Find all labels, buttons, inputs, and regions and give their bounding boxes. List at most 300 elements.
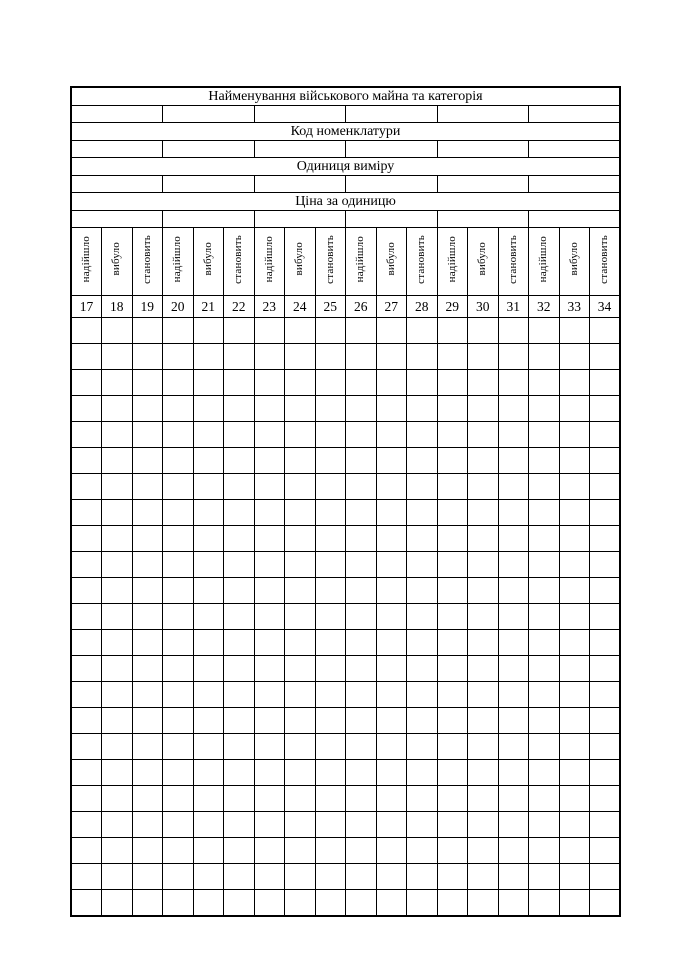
table-row bbox=[71, 682, 620, 708]
grid-cell bbox=[254, 448, 285, 474]
vertical-header-label: надійшло bbox=[537, 235, 550, 283]
nomenclature-code-cell bbox=[346, 141, 438, 158]
grid-cell bbox=[163, 890, 194, 917]
grid-cell bbox=[559, 344, 590, 370]
grid-cell bbox=[224, 656, 255, 682]
grid-cell bbox=[132, 682, 163, 708]
grid-cell bbox=[376, 526, 407, 552]
grid-cell bbox=[254, 708, 285, 734]
grid-cell bbox=[437, 890, 468, 917]
unit-price-cell bbox=[437, 211, 529, 228]
grid-cell bbox=[468, 318, 499, 344]
grid-cell bbox=[315, 890, 346, 917]
vertical-header-label: становить bbox=[323, 234, 336, 284]
grid-cell bbox=[224, 812, 255, 838]
grid-cell bbox=[285, 760, 316, 786]
grid-cell bbox=[468, 500, 499, 526]
grid-cell bbox=[407, 760, 438, 786]
grid-cell bbox=[254, 656, 285, 682]
nomenclature-code-cell bbox=[71, 141, 163, 158]
grid-cell bbox=[590, 370, 621, 396]
grid-cell bbox=[468, 786, 499, 812]
grid-cell bbox=[71, 578, 102, 604]
grid-cell bbox=[529, 864, 560, 890]
grid-cell bbox=[468, 760, 499, 786]
grid-cell bbox=[285, 422, 316, 448]
band-unit-price-label: Ціна за одиницю bbox=[71, 193, 620, 211]
grid-cell bbox=[224, 838, 255, 864]
table-row bbox=[71, 812, 620, 838]
band-unit-of-measure bbox=[71, 158, 620, 176]
grid-cell bbox=[163, 760, 194, 786]
grid-cell bbox=[102, 578, 133, 604]
column-number: 19 bbox=[132, 296, 163, 318]
vertical-header-cell bbox=[132, 228, 163, 296]
grid-cell bbox=[315, 630, 346, 656]
grid-cell bbox=[498, 786, 529, 812]
grid-cell bbox=[254, 760, 285, 786]
grid-cell bbox=[71, 370, 102, 396]
grid-cell bbox=[71, 760, 102, 786]
grid-cell bbox=[376, 630, 407, 656]
grid-cell bbox=[590, 526, 621, 552]
grid-cell bbox=[315, 786, 346, 812]
grid-cell bbox=[254, 500, 285, 526]
grid-cell bbox=[529, 422, 560, 448]
grid-cell bbox=[102, 708, 133, 734]
unit-of-measure-cell bbox=[163, 176, 255, 193]
grid-cell bbox=[376, 708, 407, 734]
grid-cell bbox=[71, 708, 102, 734]
vertical-header-label: надійшло bbox=[171, 235, 184, 283]
grid-cell bbox=[102, 526, 133, 552]
vertical-header-cell bbox=[437, 228, 468, 296]
column-number: 18 bbox=[102, 296, 133, 318]
grid-cell bbox=[407, 604, 438, 630]
grid-cell bbox=[529, 890, 560, 917]
grid-cell bbox=[559, 474, 590, 500]
grid-cell bbox=[468, 448, 499, 474]
grid-cell bbox=[346, 344, 377, 370]
vertical-header-cell bbox=[102, 228, 133, 296]
grid-cell bbox=[468, 864, 499, 890]
column-number: 33 bbox=[559, 296, 590, 318]
grid-cell bbox=[163, 318, 194, 344]
grid-cell bbox=[193, 604, 224, 630]
vertical-header-label: становить bbox=[232, 234, 245, 284]
grid-cell bbox=[285, 630, 316, 656]
grid-cell bbox=[437, 734, 468, 760]
grid-cell bbox=[559, 708, 590, 734]
grid-cell bbox=[224, 682, 255, 708]
grid-cell bbox=[193, 890, 224, 917]
grid-cell bbox=[71, 422, 102, 448]
grid-cell bbox=[468, 838, 499, 864]
grid-cell bbox=[407, 422, 438, 448]
grid-cell bbox=[559, 422, 590, 448]
grid-cell bbox=[376, 812, 407, 838]
grid-cell bbox=[590, 734, 621, 760]
grid-cell bbox=[193, 786, 224, 812]
grid-cell bbox=[346, 838, 377, 864]
column-number: 17 bbox=[71, 296, 102, 318]
grid-cell bbox=[376, 396, 407, 422]
grid-cell bbox=[315, 474, 346, 500]
band-nomenclature-code-label: Код номенклатури bbox=[71, 123, 620, 141]
grid-cell bbox=[376, 656, 407, 682]
column-number: 20 bbox=[163, 296, 194, 318]
grid-cell bbox=[285, 812, 316, 838]
table-row bbox=[71, 838, 620, 864]
grid-cell bbox=[407, 448, 438, 474]
grid-cell bbox=[102, 422, 133, 448]
grid-cell bbox=[132, 370, 163, 396]
vertical-header-cell bbox=[254, 228, 285, 296]
grid-cell bbox=[193, 578, 224, 604]
grid-cell bbox=[163, 786, 194, 812]
grid-cell bbox=[254, 422, 285, 448]
grid-cell bbox=[468, 474, 499, 500]
grid-cell bbox=[468, 630, 499, 656]
table-row bbox=[71, 864, 620, 890]
grid-cell bbox=[498, 708, 529, 734]
grid-cell bbox=[559, 864, 590, 890]
grid-cell bbox=[315, 682, 346, 708]
grid-cell bbox=[163, 604, 194, 630]
grid-cell bbox=[529, 630, 560, 656]
grid-cell bbox=[468, 344, 499, 370]
grid-cell bbox=[163, 500, 194, 526]
grid-cell bbox=[193, 526, 224, 552]
grid-cell bbox=[163, 474, 194, 500]
grid-cell bbox=[437, 526, 468, 552]
table-row bbox=[71, 656, 620, 682]
grid-cell bbox=[437, 552, 468, 578]
grid-cell bbox=[407, 812, 438, 838]
grid-cell bbox=[254, 370, 285, 396]
grid-cell bbox=[193, 500, 224, 526]
grid-cell bbox=[132, 838, 163, 864]
grid-cell bbox=[468, 656, 499, 682]
table-row bbox=[71, 760, 620, 786]
grid-cell bbox=[529, 396, 560, 422]
grid-cell bbox=[193, 370, 224, 396]
grid-cell bbox=[498, 578, 529, 604]
grid-cell bbox=[132, 890, 163, 917]
grid-cell bbox=[346, 422, 377, 448]
grid-cell bbox=[71, 864, 102, 890]
vertical-header-label: становить bbox=[140, 234, 153, 284]
grid-cell bbox=[254, 396, 285, 422]
grid-cell bbox=[590, 760, 621, 786]
grid-cell bbox=[529, 500, 560, 526]
grid-cell bbox=[163, 448, 194, 474]
grid-cell bbox=[559, 578, 590, 604]
name-category-cell bbox=[437, 106, 529, 123]
grid-cell bbox=[559, 760, 590, 786]
grid-cell bbox=[285, 448, 316, 474]
grid-cell bbox=[437, 656, 468, 682]
grid-cell bbox=[437, 422, 468, 448]
grid-cell bbox=[71, 656, 102, 682]
grid-cell bbox=[315, 656, 346, 682]
grid-cell bbox=[346, 448, 377, 474]
grid-cell bbox=[102, 500, 133, 526]
grid-cell bbox=[590, 812, 621, 838]
grid-cell bbox=[498, 344, 529, 370]
grid-cell bbox=[407, 500, 438, 526]
grid-cell bbox=[468, 578, 499, 604]
grid-cell bbox=[468, 552, 499, 578]
grid-cell bbox=[163, 578, 194, 604]
vertical-header-cell bbox=[498, 228, 529, 296]
grid-cell bbox=[468, 734, 499, 760]
grid-cell bbox=[254, 526, 285, 552]
grid-cell bbox=[285, 552, 316, 578]
grid-cell bbox=[590, 396, 621, 422]
grid-cell bbox=[529, 474, 560, 500]
grid-cell bbox=[407, 370, 438, 396]
grid-cell bbox=[132, 734, 163, 760]
grid-cell bbox=[559, 890, 590, 917]
grid-cell bbox=[376, 500, 407, 526]
grid-cell bbox=[346, 604, 377, 630]
grid-cell bbox=[407, 734, 438, 760]
grid-cell bbox=[529, 604, 560, 630]
grid-cell bbox=[407, 318, 438, 344]
vertical-header-label: вибуло bbox=[567, 242, 580, 276]
grid-cell bbox=[285, 864, 316, 890]
grid-cell bbox=[437, 838, 468, 864]
grid-cell bbox=[102, 812, 133, 838]
grid-cell bbox=[437, 370, 468, 396]
grid-cell bbox=[254, 682, 285, 708]
grid-cell bbox=[590, 448, 621, 474]
grid-cell bbox=[590, 656, 621, 682]
unit-price-cell bbox=[346, 211, 438, 228]
grid-cell bbox=[285, 474, 316, 500]
vertical-header-label: вибуло bbox=[293, 242, 306, 276]
grid-cell bbox=[498, 500, 529, 526]
grid-cell bbox=[315, 838, 346, 864]
grid-cell bbox=[468, 526, 499, 552]
column-number: 23 bbox=[254, 296, 285, 318]
unit-of-measure-cell bbox=[346, 176, 438, 193]
grid-cell bbox=[71, 344, 102, 370]
grid-cell bbox=[163, 864, 194, 890]
grid-cell bbox=[590, 474, 621, 500]
grid-cell bbox=[468, 682, 499, 708]
column-number: 28 bbox=[407, 296, 438, 318]
grid-cell bbox=[163, 526, 194, 552]
grid-cell bbox=[346, 500, 377, 526]
grid-cell bbox=[498, 812, 529, 838]
grid-cell bbox=[163, 656, 194, 682]
grid-cell bbox=[346, 370, 377, 396]
column-number: 29 bbox=[437, 296, 468, 318]
unit-price-fill-row bbox=[71, 211, 620, 228]
grid-cell bbox=[285, 682, 316, 708]
table-row bbox=[71, 396, 620, 422]
grid-cell bbox=[224, 474, 255, 500]
grid-cell bbox=[102, 396, 133, 422]
grid-cell bbox=[71, 318, 102, 344]
grid-cell bbox=[102, 604, 133, 630]
grid-cell bbox=[529, 682, 560, 708]
grid-cell bbox=[163, 812, 194, 838]
grid-cell bbox=[376, 422, 407, 448]
grid-cell bbox=[285, 370, 316, 396]
grid-cell bbox=[132, 474, 163, 500]
grid-cell bbox=[285, 656, 316, 682]
grid-cell bbox=[132, 396, 163, 422]
grid-cell bbox=[71, 526, 102, 552]
vertical-header-cell bbox=[315, 228, 346, 296]
grid-cell bbox=[498, 422, 529, 448]
grid-cell bbox=[346, 682, 377, 708]
grid-cell bbox=[71, 500, 102, 526]
vertical-header-label: надійшло bbox=[80, 235, 92, 283]
grid-cell bbox=[437, 578, 468, 604]
grid-cell bbox=[254, 734, 285, 760]
grid-cell bbox=[224, 422, 255, 448]
grid-cell bbox=[193, 760, 224, 786]
unit-of-measure-cell bbox=[71, 176, 163, 193]
grid-cell bbox=[132, 630, 163, 656]
grid-cell bbox=[315, 344, 346, 370]
column-number: 32 bbox=[529, 296, 560, 318]
grid-cell bbox=[590, 552, 621, 578]
grid-cell bbox=[437, 760, 468, 786]
vertical-header-label: становить bbox=[415, 234, 428, 284]
grid-cell bbox=[254, 838, 285, 864]
grid-cell bbox=[590, 890, 621, 917]
grid-cell bbox=[529, 578, 560, 604]
grid-cell bbox=[132, 656, 163, 682]
grid-cell bbox=[498, 760, 529, 786]
grid-cell bbox=[315, 812, 346, 838]
grid-cell bbox=[254, 786, 285, 812]
name-category-cell bbox=[254, 106, 346, 123]
grid-cell bbox=[590, 786, 621, 812]
column-number: 30 bbox=[468, 296, 499, 318]
grid-cell bbox=[498, 552, 529, 578]
table-row bbox=[71, 344, 620, 370]
grid-cell bbox=[132, 526, 163, 552]
nomenclature-code-cell bbox=[437, 141, 529, 158]
grid-cell bbox=[498, 370, 529, 396]
grid-cell bbox=[437, 474, 468, 500]
grid-cell bbox=[559, 552, 590, 578]
column-numbers-row bbox=[71, 296, 620, 318]
grid-cell bbox=[529, 552, 560, 578]
grid-cell bbox=[346, 630, 377, 656]
grid-cell bbox=[346, 708, 377, 734]
grid-cell bbox=[193, 422, 224, 448]
grid-cell bbox=[102, 448, 133, 474]
grid-cell bbox=[559, 838, 590, 864]
grid-cell bbox=[71, 786, 102, 812]
grid-cell bbox=[132, 500, 163, 526]
grid-cell bbox=[498, 604, 529, 630]
grid-cell bbox=[254, 890, 285, 917]
column-number: 34 bbox=[590, 296, 621, 318]
grid-cell bbox=[498, 318, 529, 344]
grid-cell bbox=[132, 604, 163, 630]
column-number: 31 bbox=[498, 296, 529, 318]
grid-cell bbox=[132, 786, 163, 812]
grid-cell bbox=[254, 344, 285, 370]
table-row bbox=[71, 578, 620, 604]
grid-cell bbox=[193, 812, 224, 838]
grid-cell bbox=[224, 500, 255, 526]
grid-cell bbox=[163, 682, 194, 708]
grid-cell bbox=[71, 630, 102, 656]
grid-cell bbox=[71, 474, 102, 500]
vertical-header-cell bbox=[224, 228, 255, 296]
vertical-header-cell bbox=[163, 228, 194, 296]
grid-cell bbox=[132, 578, 163, 604]
grid-cell bbox=[407, 864, 438, 890]
nomenclature-code-fill-row bbox=[71, 141, 620, 158]
grid-cell bbox=[498, 656, 529, 682]
grid-cell bbox=[346, 656, 377, 682]
grid-cell bbox=[529, 370, 560, 396]
unit-of-measure-cell bbox=[437, 176, 529, 193]
vertical-header-cell bbox=[559, 228, 590, 296]
grid-cell bbox=[437, 500, 468, 526]
vertical-header-label: надійшло bbox=[445, 235, 458, 283]
grid-cell bbox=[132, 864, 163, 890]
column-number: 26 bbox=[346, 296, 377, 318]
table-row bbox=[71, 786, 620, 812]
unit-price-cell bbox=[71, 211, 163, 228]
grid-cell bbox=[559, 318, 590, 344]
vertical-header-label: становить bbox=[598, 234, 610, 284]
grid-cell bbox=[590, 708, 621, 734]
grid-cell bbox=[315, 552, 346, 578]
grid-cell bbox=[376, 578, 407, 604]
name-category-cell bbox=[529, 106, 621, 123]
grid-cell bbox=[285, 708, 316, 734]
grid-cell bbox=[559, 448, 590, 474]
grid-cell bbox=[285, 344, 316, 370]
unit-price-cell bbox=[254, 211, 346, 228]
grid-cell bbox=[437, 786, 468, 812]
grid-cell bbox=[529, 734, 560, 760]
grid-cell bbox=[559, 526, 590, 552]
column-number: 27 bbox=[376, 296, 407, 318]
grid-cell bbox=[590, 604, 621, 630]
grid-cell bbox=[346, 890, 377, 917]
name-category-cell bbox=[163, 106, 255, 123]
grid-cell bbox=[498, 448, 529, 474]
grid-cell bbox=[468, 890, 499, 917]
grid-cell bbox=[376, 318, 407, 344]
band-unit-price bbox=[71, 193, 620, 211]
grid-cell bbox=[559, 604, 590, 630]
table-row bbox=[71, 604, 620, 630]
grid-cell bbox=[285, 734, 316, 760]
grid-cell bbox=[376, 734, 407, 760]
grid-cell bbox=[437, 682, 468, 708]
grid-cell bbox=[71, 890, 102, 917]
grid-cell bbox=[407, 396, 438, 422]
grid-cell bbox=[437, 864, 468, 890]
grid-cell bbox=[254, 552, 285, 578]
grid-cell bbox=[346, 864, 377, 890]
nomenclature-code-cell bbox=[254, 141, 346, 158]
